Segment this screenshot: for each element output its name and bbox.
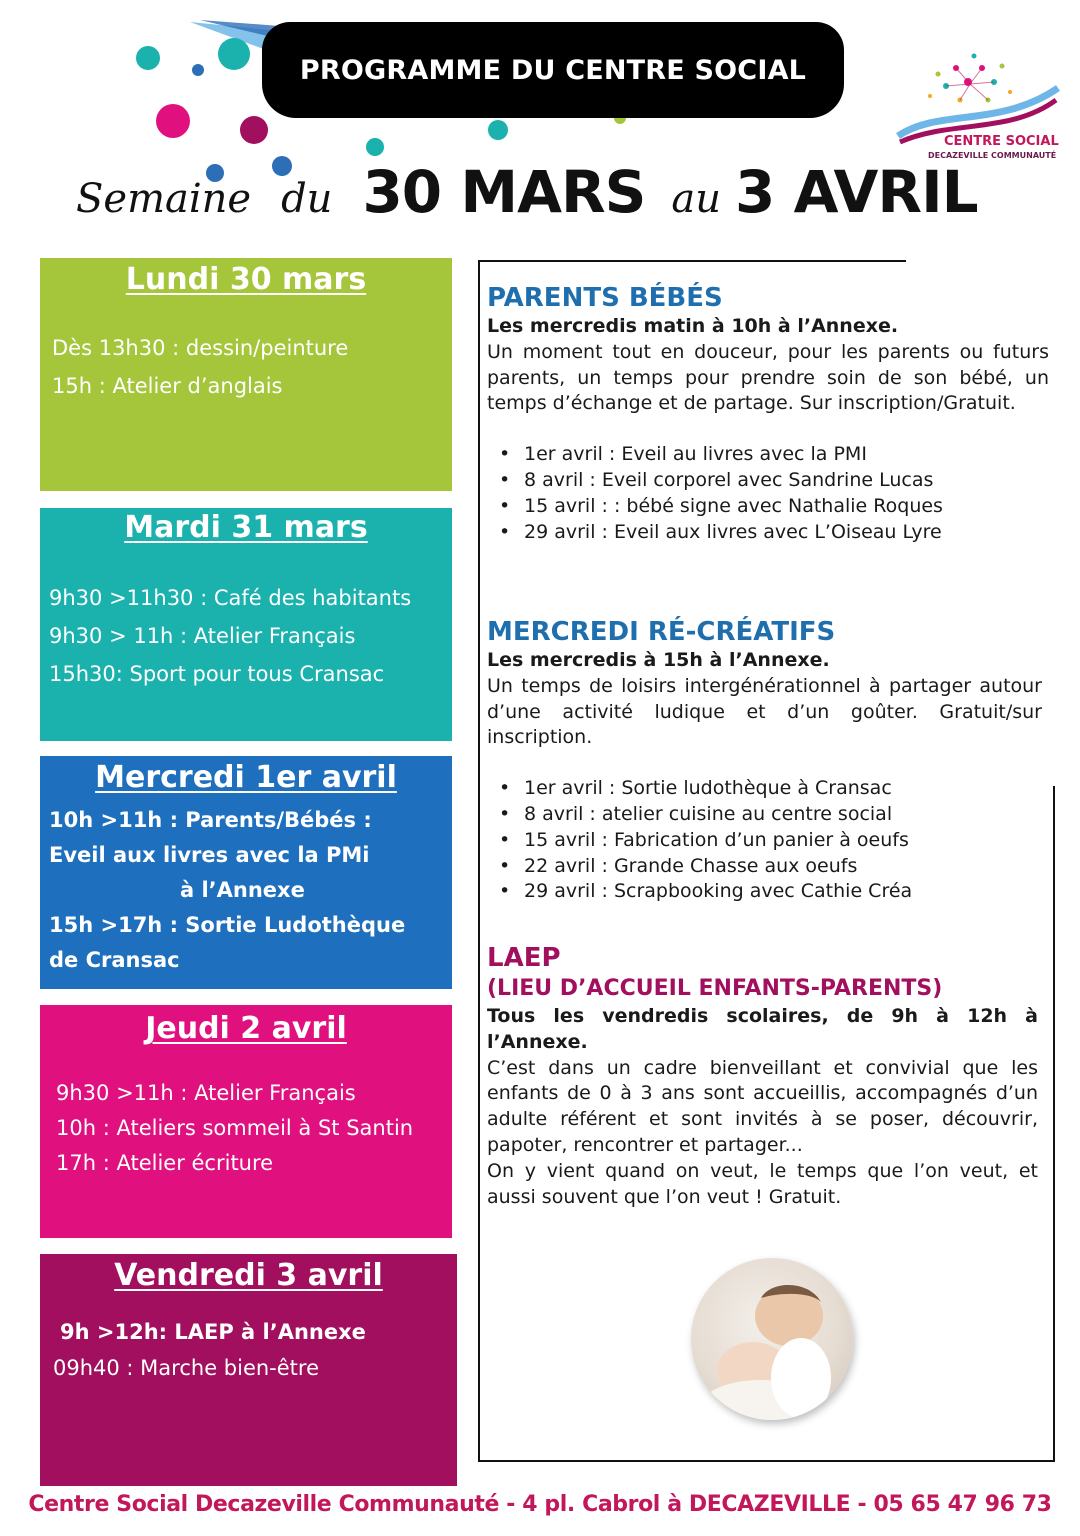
section-schedule: Les mercredis matin à 10h à l’Annexe. xyxy=(487,315,899,337)
list-item: • 29 avril : Eveil aux livres avec L’Oiseau Lyre xyxy=(487,520,1049,546)
day-activity: 9h30 >11h30 : Café des habitants xyxy=(49,586,412,610)
day-activity: 9h30 > 11h : Atelier Français xyxy=(49,624,356,648)
activity-list xyxy=(487,776,1042,905)
day-activity: Dès 13h30 : dessin/peinture xyxy=(52,336,349,360)
decorative-dot xyxy=(366,138,384,156)
frame-line xyxy=(1053,786,1055,1461)
day-activity: 15h : Atelier d’anglais xyxy=(52,374,283,398)
day-block-mardi xyxy=(40,508,452,741)
logo-line1: CENTRE SOCIAL xyxy=(944,134,1059,149)
week-word-semaine: Semaine xyxy=(76,176,252,222)
day-activity: 15h >17h : Sortie Ludothèque xyxy=(49,913,406,937)
logo-line2: DECAZEVILLE COMMUNAUTÉ xyxy=(928,151,1057,160)
day-activity: de Cransac xyxy=(49,948,180,972)
day-block-lundi xyxy=(40,258,452,491)
frame-line xyxy=(478,260,480,1462)
section-schedule: Les mercredis à 15h à l’Annexe. xyxy=(487,649,830,671)
parent-baby-photo xyxy=(691,1258,853,1420)
day-title: Jeudi 2 avril xyxy=(145,1011,347,1046)
section-description: Un moment tout en douceur, pour les parents ou futurs parents, un temps pour prendre soin de son bébé, un temps d’échange et de partage. Sur inscription/Gratuit. xyxy=(487,340,1049,415)
section-description: Un temps de loisirs intergénérationnel à partager autour d’une activité ludique et d’un goûter. Gratuit/sur inscription. xyxy=(487,674,1042,749)
day-activity: 17h : Atelier écriture xyxy=(56,1151,274,1175)
frame-line xyxy=(478,1460,1055,1462)
list-item: • 1er avril : Eveil au livres avec la PMI xyxy=(487,442,1049,468)
frame-line xyxy=(478,260,906,262)
decorative-dot xyxy=(136,46,160,70)
program-title: PROGRAMME DU CENTRE SOCIAL xyxy=(299,54,807,86)
decorative-dot xyxy=(156,104,190,138)
decorative-dot xyxy=(488,120,508,140)
list-item: • 15 avril : : bébé signe avec Nathalie Roques xyxy=(487,494,1049,520)
list-item: • 8 avril : atelier cuisine au centre social xyxy=(487,802,1042,828)
week-word-au: au xyxy=(671,176,722,222)
day-title: Mardi 31 mars xyxy=(124,510,368,545)
section-subheading: (LIEU D’ACCUEIL ENFANTS-PARENTS) xyxy=(487,976,943,1001)
day-activity: 09h40 : Marche bien-être xyxy=(53,1356,320,1380)
list-item: • 22 avril : Grande Chasse aux oeufs xyxy=(487,854,1042,880)
section-closing: On y vient quand on veut, le temps que l’on veut, et aussi souvent que l’on veut ! Gratuit. xyxy=(487,1159,1038,1208)
day-activity: 9h >12h: LAEP à l’Annexe xyxy=(60,1320,366,1344)
day-title: Lundi 30 mars xyxy=(125,262,367,297)
day-block-mercredi xyxy=(40,756,452,989)
day-block-vendredi xyxy=(40,1254,457,1486)
day-activity: 10h >11h : Parents/Bébés : xyxy=(49,808,372,832)
list-item: • 1er avril : Sortie ludothèque à Cransac xyxy=(487,776,1042,802)
section-mercredi-recreatifs xyxy=(487,616,1042,905)
list-item: • 8 avril : Eveil corporel avec Sandrine Lucas xyxy=(487,468,1049,494)
section-laep xyxy=(487,942,1038,1210)
section-heading: MERCREDI RÉ-CRÉATIFS xyxy=(487,617,836,647)
day-activity: 9h30 >11h : Atelier Français xyxy=(56,1081,356,1105)
section-schedule: Tous les vendredis scolaires, de 9h à 12h à l’Annexe. xyxy=(487,1005,1038,1053)
week-title xyxy=(76,158,978,238)
week-end-date: 3 AVRIL xyxy=(735,158,978,226)
day-activity: 15h30: Sport pour tous Cransac xyxy=(49,662,385,686)
section-description: C’est dans un cadre bienveillant et convivial que les enfants de 0 à 3 ans sont accueillis, accompagnés d’un adulte référent et sont invités à se poser, découvrir, papoter, rencontrer et partager... xyxy=(487,1056,1038,1156)
decorative-dot xyxy=(218,38,250,70)
decorative-dot xyxy=(240,116,268,144)
list-item: • 29 avril : Scrapbooking avec Cathie Créa xyxy=(487,879,1042,905)
day-block-jeudi xyxy=(40,1005,452,1238)
day-activity: Eveil aux livres avec la PMi xyxy=(49,843,370,867)
day-title: Mercredi 1er avril xyxy=(95,760,397,795)
week-word-du: du xyxy=(281,176,333,222)
section-heading: LAEP xyxy=(487,943,561,973)
decorative-dot xyxy=(192,64,204,76)
section-parents-bebes xyxy=(487,282,1049,545)
section-heading: PARENTS BÉBÉS xyxy=(487,283,723,313)
week-start-date: 30 MARS xyxy=(362,158,646,226)
day-activity: à l’Annexe xyxy=(180,878,305,902)
day-activity: 10h : Ateliers sommeil à St Santin xyxy=(56,1116,414,1140)
list-item: • 15 avril : Fabrication d’un panier à oeufs xyxy=(487,828,1042,854)
activity-list xyxy=(487,442,1049,545)
day-title: Vendredi 3 avril xyxy=(114,1258,383,1293)
footer-contact: Centre Social Decazeville Communauté - 4 pl. Cabrol à DECAZEVILLE - 05 65 47 96 73 xyxy=(28,1492,1052,1517)
program-title-bar xyxy=(262,22,844,118)
